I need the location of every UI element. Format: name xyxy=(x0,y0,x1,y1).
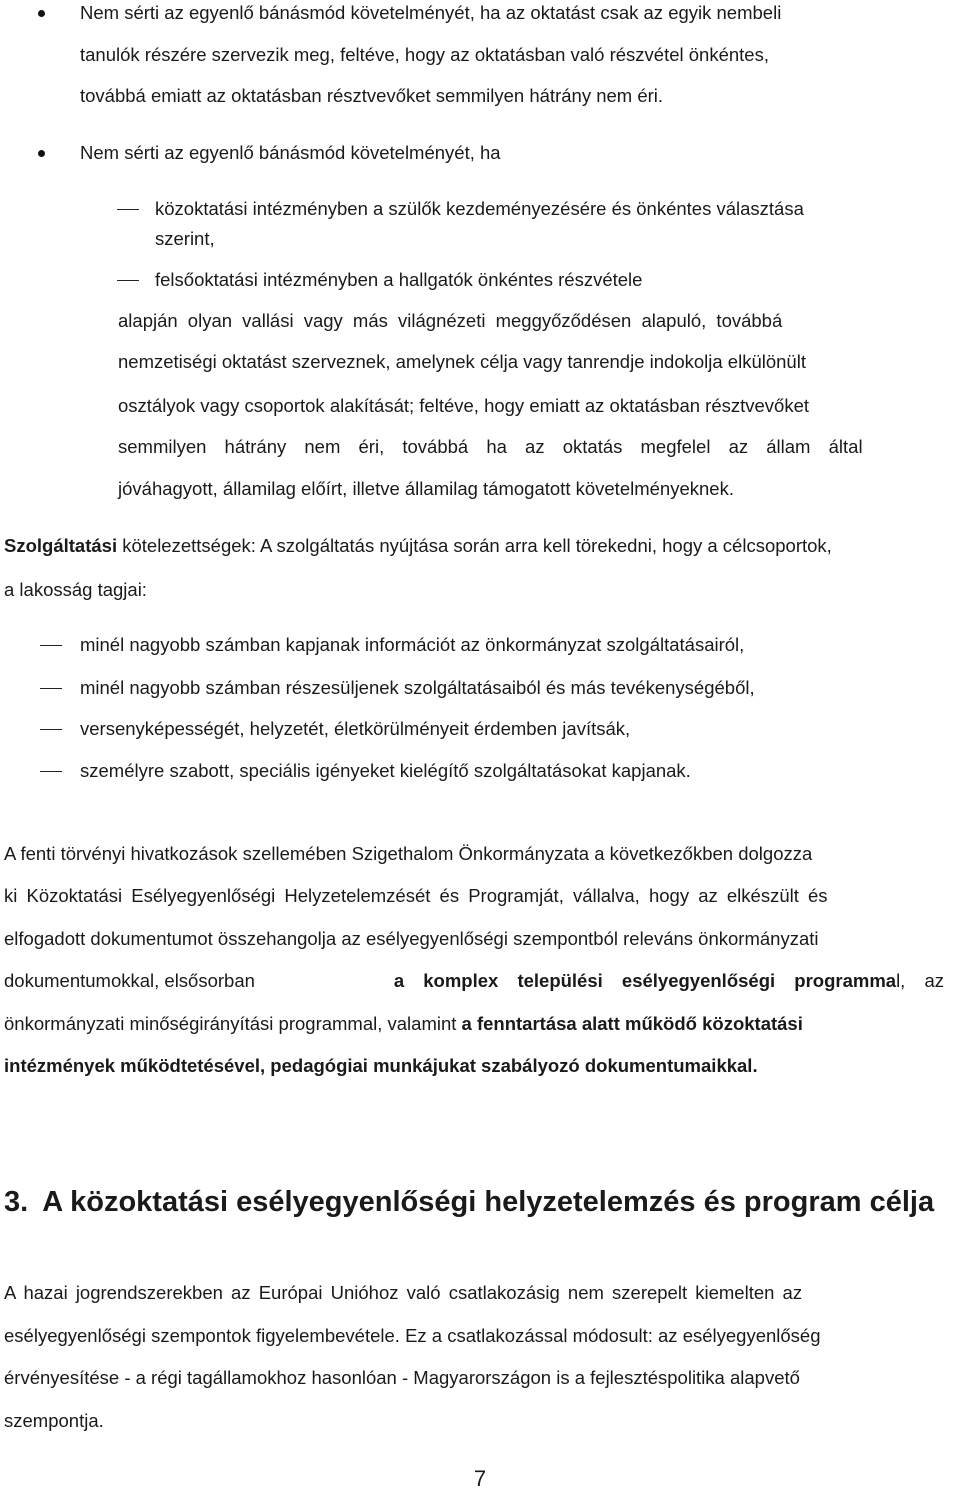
section3-line-1: A hazai jogrendszerekben az Európai Unióhoz való csatlakozásig nem szerepelt kiemelten az xyxy=(4,1282,803,1303)
para3-line-2: ki Közoktatási Esélyegyenlőségi Helyzetelemzését és Programját, vállalva, hogy az elkészült és xyxy=(4,885,828,906)
block2-cont-4: semmilyen hátrány nem éri, továbbá ha az oktatás megfelel az állam által xyxy=(118,436,863,457)
para3-line-4-bold: a komplex települési esélyegyenlőségi programma xyxy=(393,970,897,991)
dash-icon xyxy=(117,209,139,210)
para3-line-5-bold: a fenntartása alatt működő közoktatási xyxy=(461,1013,803,1034)
szolg-item-2: minél nagyobb számban részesüljenek szolgáltatásaiból és más tevékenységéből, xyxy=(80,677,755,698)
block2-cont-2: nemzetiségi oktatást szerveznek, amelynek célja vagy tanrendje indokolja elkülönült xyxy=(118,351,806,372)
block2-dash-item-2: felsőoktatási intézményben a hallgatók önkéntes részvétele xyxy=(155,269,643,290)
para3-line-4 xyxy=(4,970,944,992)
bullet-icon xyxy=(38,10,45,17)
para3-line-3: elfogadott dokumentumot összehangolja az esélyegyenlőségi szempontból releváns önkormányzati xyxy=(4,928,819,949)
para3-line-4-end: l, az xyxy=(896,970,944,991)
szolg-rest: kötelezettségek: A szolgáltatás nyújtása során arra kell törekedni, hogy a célcsoportok, xyxy=(117,535,832,556)
block1-line-2: tanulók részére szervezik meg, feltéve, hogy az oktatásban való részvétel önkéntes, xyxy=(80,44,769,65)
szolg-item-4: személyre szabott, speciális igényeket kielégítő szolgáltatásokat kapjanak. xyxy=(80,760,691,781)
section-title: A közoktatási esélyegyenlőségi helyzetelemzés és program célja xyxy=(42,1186,935,1218)
section-number: 3. xyxy=(4,1186,29,1218)
section3-line-2: esélyegyenlőségi szempontok figyelembevétele. Ez a csatlakozással módosult: az esélyegyenlőség xyxy=(4,1325,821,1346)
para3-line-5 xyxy=(4,1013,803,1035)
szolg-bold-lead: Szolgáltatási xyxy=(4,535,118,556)
section3-line-3: érvényesítése - a régi tagállamokhoz hasonlóan - Magyarországon is a fejlesztéspolitika alapvető xyxy=(4,1367,800,1388)
page-number: 7 xyxy=(473,1466,487,1491)
block2-dash-item-1a: közoktatási intézményben a szülők kezdeményezésére és önkéntes választása xyxy=(155,198,804,219)
block2-dash-item-1b: szerint, xyxy=(155,228,215,249)
bullet-icon xyxy=(38,150,45,157)
block1-line-1: Nem sérti az egyenlő bánásmód követelményét, ha az oktatást csak az egyik nembeli xyxy=(80,2,782,23)
para3-line-6: intézmények működtetésével, pedagógiai munkájukat szabályozó dokumentumaikkal. xyxy=(4,1055,758,1076)
section-heading xyxy=(4,1184,934,1220)
block2-intro: Nem sérti az egyenlő bánásmód követelményét, ha xyxy=(80,142,501,163)
block1-line-3: továbbá emiatt az oktatásban résztvevőket semmilyen hátrány nem éri. xyxy=(80,85,664,106)
dash-icon xyxy=(40,688,62,689)
szolg-line-2: a lakosság tagjai: xyxy=(4,579,147,600)
szolg-item-3: versenyképességét, helyzetét, életkörülményeit érdemben javítsák, xyxy=(80,718,631,739)
dash-icon xyxy=(40,729,62,730)
para3-line-4-a: dokumentumokkal, elsősorban xyxy=(4,970,255,991)
dash-icon xyxy=(40,771,62,772)
block2-cont-1: alapján olyan vallási vagy más világnézeti meggyőződésen alapuló, továbbá xyxy=(118,310,783,331)
para3-line-5-a: önkormányzati minőségirányítási programmal, valamint xyxy=(4,1013,457,1034)
block2-cont-3: osztályok vagy csoportok alakítását; feltéve, hogy emiatt az oktatásban résztvevőket xyxy=(118,395,810,416)
szolg-line-1 xyxy=(4,535,832,557)
dash-icon xyxy=(117,280,139,281)
dash-icon xyxy=(40,645,62,646)
szolg-item-1: minél nagyobb számban kapjanak információt az önkormányzat szolgáltatásairól, xyxy=(80,634,745,655)
block2-cont-5: jóváhagyott, államilag előírt, illetve államilag támogatott követelményeknek. xyxy=(118,478,734,499)
section3-line-4: szempontja. xyxy=(4,1410,104,1431)
para3-line-1: A fenti törvényi hivatkozások szellemében Szigethalom Önkormányzata a következőkben dolgozza xyxy=(4,843,813,864)
